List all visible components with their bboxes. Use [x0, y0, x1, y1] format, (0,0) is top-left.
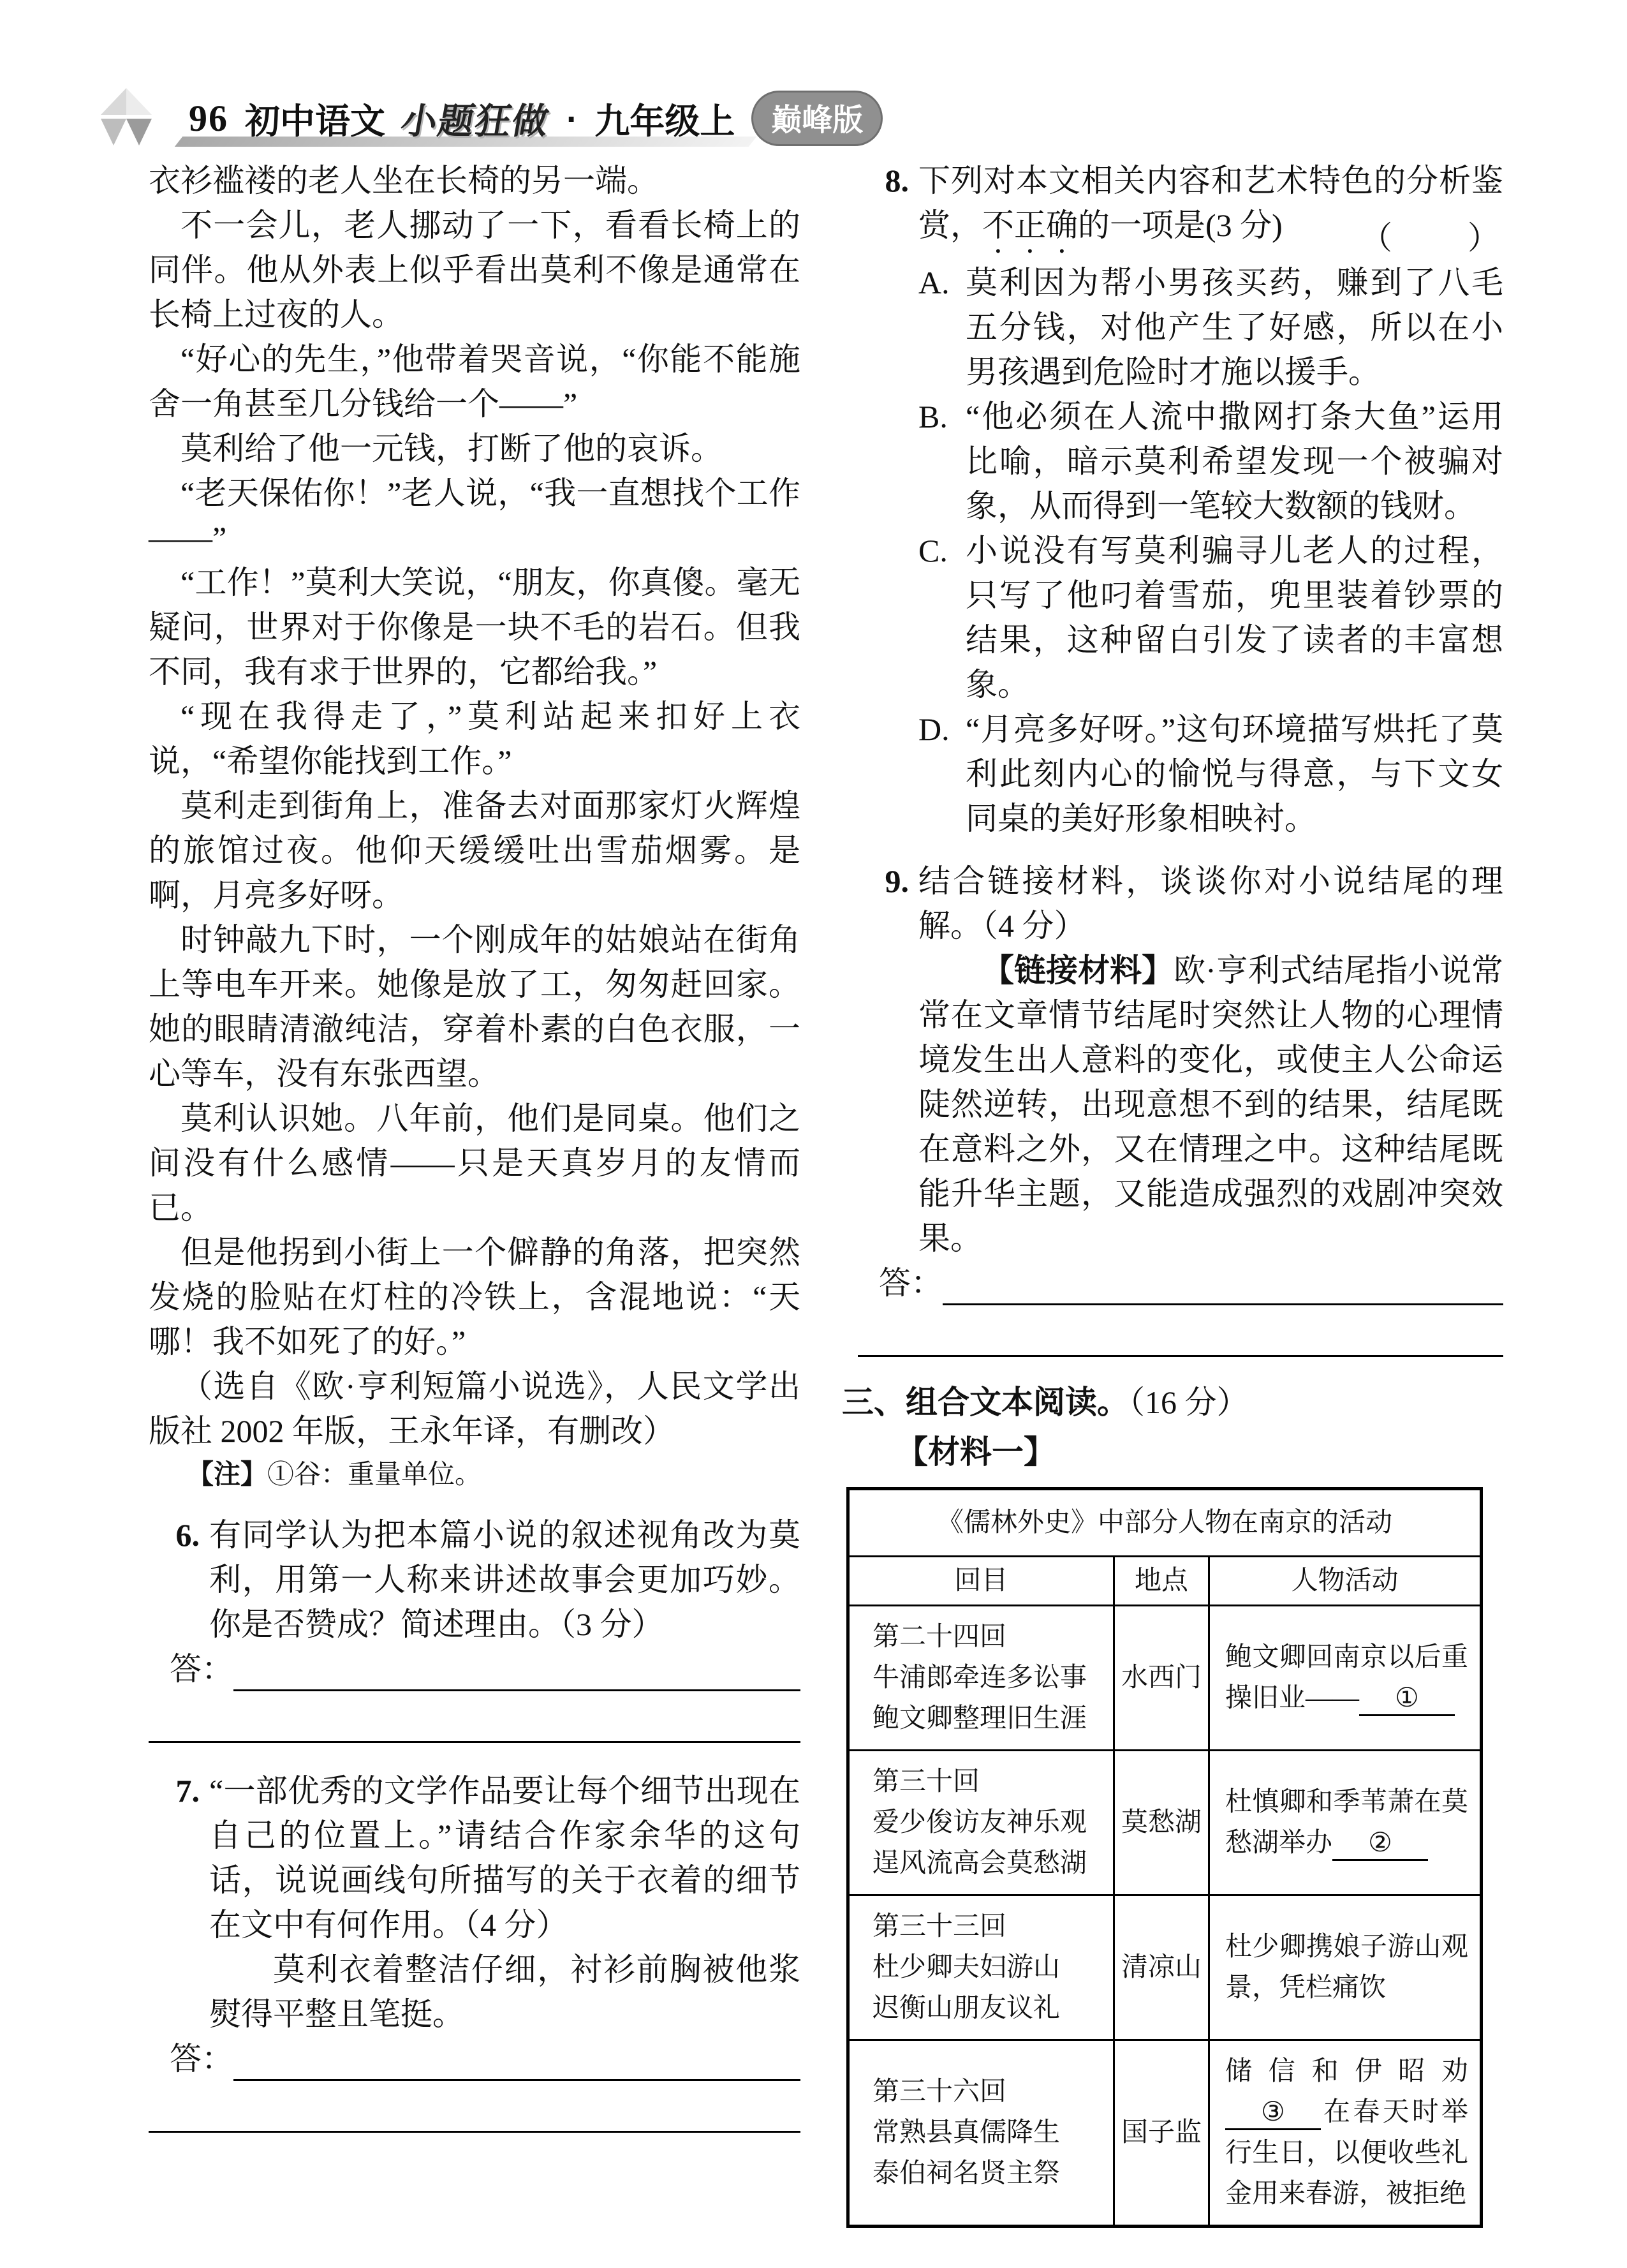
- story-paragraph: 时钟敲九下时，一个刚成年的姑娘站在街角上等电车开来。她像是放了工，匆匆赶回家。她的眼睛清澈纯洁，穿着朴素的白色衣服，一心等车，没有东张西望。: [149, 922, 800, 1092]
- chapter-line: 杜少卿夫妇游山: [872, 1953, 1061, 1982]
- activity-cell: [1209, 2040, 1481, 2227]
- header-brand-logo: 小题狂做: [397, 100, 553, 141]
- question-9-answer-row: [879, 1261, 1503, 1305]
- story-paragraph: 衣衫褴褛的老人坐在长椅的另一端。: [149, 163, 659, 198]
- question-8-stem: [918, 158, 1503, 260]
- question-7: [149, 1768, 800, 2133]
- question-7-answer-blank[interactable]: [233, 2042, 800, 2081]
- story-paragraph: “老天保佑你！”老人说，“我一直想找个工作——”: [149, 475, 800, 556]
- story-paragraph: 但是他拐到小街上一个僻静的角落，把突然发烧的脸贴在灯柱的冷铁上，含混地说：“天哪！我不如死了的好。”: [149, 1234, 800, 1360]
- question-7-answer-line-2[interactable]: [149, 2081, 800, 2133]
- chapter-line: 爱少俊访友神乐观: [872, 1808, 1087, 1837]
- page-header: [96, 82, 989, 165]
- question-6-text: 有同学认为把本篇小说的叙述视角改为莫利，用第一人称来讲述故事会更加巧妙。你是否赞成？简述理由。（3 分）: [209, 1517, 800, 1642]
- question-6-answer-blank[interactable]: [233, 1652, 800, 1691]
- question-9-link-material: [918, 948, 1503, 1261]
- place-cell: 水西门: [1114, 1606, 1209, 1751]
- answer-prefix: 答：: [170, 2041, 233, 2077]
- chapter-cell: [848, 1751, 1114, 1895]
- chapter-line: 第三十六回: [872, 2077, 1007, 2107]
- activity-cell: [1209, 1895, 1481, 2040]
- story-paragraph: 不一会儿，老人挪动了一下，看看长椅上的同伴。他从外表上似乎看出莫利不像是通常在长椅上过夜的人。: [149, 207, 800, 332]
- section-3-heading: [842, 1380, 1503, 1425]
- note-text: ①谷：重量单位。: [267, 1460, 482, 1490]
- page-number: 96: [189, 98, 228, 139]
- option-letter: B.: [918, 399, 948, 434]
- chapter-line: 逞风流高会莫愁湖: [872, 1849, 1087, 1878]
- story-paragraph: “好心的先生，”他带着哭音说，“你能不能施舍一角甚至几分钱给一个——”: [149, 341, 800, 422]
- section-3-title: 三、组合文本阅读。: [842, 1384, 1129, 1420]
- table-blank-2[interactable]: ②: [1332, 1827, 1428, 1861]
- chapter-line: 泰伯祠名贤主祭: [872, 2159, 1061, 2188]
- chapter-line: 第三十回: [872, 1767, 980, 1797]
- story-paragraph: “工作！”莫利大笑说，“朋友，你真傻。毫无疑问，世界对于你像是一块不毛的岩石。但我不同，我有求于世界的，它都给我。”: [149, 565, 800, 690]
- chapter-line: 第三十三回: [872, 1912, 1007, 1941]
- question-9-number: 9.: [885, 863, 909, 899]
- table-row: [848, 2040, 1482, 2227]
- chapter-line: 鲍文卿整理旧生涯: [872, 1704, 1087, 1733]
- activity-text: 储信和伊昭劝: [1225, 2057, 1468, 2086]
- question-8-stem-pre: 下列对本文相关内容和艺术特色的分析鉴赏，: [918, 163, 1503, 243]
- table-blank-1[interactable]: ①: [1359, 1682, 1455, 1716]
- option-letter: A.: [918, 265, 950, 300]
- note-tag: 【注】: [187, 1459, 268, 1489]
- place-cell: 莫愁湖: [1114, 1751, 1209, 1895]
- question-7-quote: 莫利衣着整洁仔细，衬衫前胸被他浆熨得平整且笔挺。: [209, 1952, 800, 2032]
- activity-text: 鲍文卿回南京以后重操旧业——: [1225, 1643, 1468, 1713]
- activity-text: 在春天时举行生日，以便收些礼金用来春游，被拒绝: [1225, 2098, 1468, 2209]
- answer-prefix: 答：: [170, 1651, 233, 1687]
- column-header-chapter: 回目: [848, 1557, 1114, 1606]
- question-6-answer-row: [170, 1647, 800, 1691]
- material-1-tag: 【材料一】: [896, 1434, 1056, 1470]
- story-source-line: （选自《欧·亨利短篇小说选》，人民文学出版社 2002 年版，王永年译，有删改）: [149, 1368, 800, 1449]
- link-material-text: 欧·亨利式结尾指小说常常在文章情节结尾时突然让人物的心理情境发生出人意料的变化，或使主人公命运陡然逆转，出现意想不到的结果，结尾既在意料之外，又在情理之中。这种结尾既能升华主题，又能造成强烈的戏剧冲突效果。: [918, 952, 1504, 1256]
- table-header-row: [848, 1557, 1482, 1606]
- chapter-line: 常熟县真儒降生: [872, 2118, 1061, 2147]
- chapter-cell: [848, 1606, 1114, 1751]
- column-header-place: 地点: [1114, 1557, 1209, 1606]
- question-7-answer-row: [170, 2036, 800, 2081]
- left-column: [149, 158, 800, 2133]
- right-column: [842, 158, 1504, 2228]
- place-cell: 清凉山: [1114, 1895, 1209, 2040]
- table-row: [848, 1895, 1482, 2040]
- header-subject: 初中语文: [245, 101, 386, 141]
- option-text: “月亮多好呀。”这句环境描写烘托了莫利此刻内心的愉悦与得意，与下文女同桌的美好形象相映衬。: [966, 711, 1503, 836]
- story-paragraph: 莫利给了他一元钱，打断了他的哀诉。: [180, 431, 723, 466]
- question-7-text: “一部优秀的文学作品要让每个细节出现在自己的位置上。”请结合作家余华的这句话，说说画线句所描写的关于衣着的细节在文中有何作用。（4 分）: [209, 1773, 800, 1943]
- activity-cell: [1209, 1606, 1481, 1751]
- chapter-cell: [848, 1895, 1114, 2040]
- option-letter: D.: [918, 711, 950, 747]
- question-8: [858, 158, 1503, 841]
- activity-text: 杜少卿携娘子游山观景，凭栏痛饮: [1225, 1932, 1468, 2003]
- question-8-option-c: [918, 528, 1503, 707]
- story-paragraph: 莫利认识她。八年前，他们是同桌。他们之间没有什么感情——只是天真岁月的友情而已。: [149, 1101, 800, 1226]
- question-8-option-a: [918, 260, 1503, 394]
- table-row: [848, 1751, 1482, 1895]
- place-cell: 国子监: [1114, 2040, 1209, 2227]
- question-6-answer-line-2[interactable]: [149, 1691, 800, 1743]
- question-9-text: 结合链接材料，谈谈你对小说结尾的理解。（4 分）: [918, 863, 1503, 944]
- edition-badge: 巅峰版: [751, 91, 883, 146]
- chapter-line: 迟衡山朋友议礼: [872, 1994, 1061, 2023]
- activity-cell: [1209, 1751, 1481, 1895]
- section-3-score: （16 分）: [1129, 1384, 1249, 1420]
- table-blank-3[interactable]: ③: [1225, 2096, 1321, 2130]
- option-text: 小说没有写莫利骗寻儿老人的过程，只写了他叼着雪茄，兜里装着钞票的结果，这种留白引发了读者的丰富想象。: [966, 533, 1503, 702]
- header-separator: ·: [566, 98, 578, 138]
- chapter-line: 牛浦郎牵连多讼事: [872, 1663, 1087, 1693]
- question-6-number: 6.: [175, 1517, 200, 1553]
- question-8-stem-post: 的一项是(3 分): [1078, 207, 1283, 243]
- question-9: [858, 859, 1503, 1357]
- table-row: [848, 1606, 1482, 1751]
- chapter-line: 第二十四回: [872, 1622, 1007, 1652]
- link-material-tag: 【链接材料】: [982, 952, 1174, 988]
- question-8-option-b: [918, 394, 1503, 528]
- column-header-activity: 人物活动: [1209, 1557, 1481, 1606]
- question-8-number: 8.: [885, 163, 909, 198]
- header-grade: 九年级上: [594, 101, 735, 141]
- story-footnote: [187, 1453, 800, 1496]
- question-9-answer-line-2[interactable]: [858, 1305, 1503, 1357]
- story-paragraph: “现在我得走了，”莫利站起来扣好上衣说，“希望你能找到工作。”: [149, 699, 800, 779]
- question-6: [149, 1513, 800, 1743]
- option-text: 莫利因为帮小男孩买药，赚到了八毛五分钱，对他产生了好感，所以在小男孩遇到危险时才施以援手。: [966, 265, 1503, 390]
- option-letter: C.: [918, 533, 948, 568]
- table-caption: 《儒林外史》中部分人物在南京的活动: [848, 1489, 1482, 1557]
- answer-prefix: 答：: [879, 1265, 943, 1301]
- question-8-option-d: [918, 707, 1503, 841]
- rulin-waishi-table: [846, 1487, 1483, 2228]
- chapter-cell: [848, 2040, 1114, 2227]
- option-text: “他必须在人流中撒网打条大鱼”运用比喻，暗示莫利希望发现一个被骗对象，从而得到一笔较大数额的钱财。: [966, 399, 1503, 524]
- question-9-answer-blank[interactable]: [943, 1266, 1503, 1305]
- header-triangles-icon: [96, 82, 172, 155]
- question-7-number: 7.: [175, 1773, 200, 1809]
- activity-text: 杜慎卿和季苇萧在莫愁湖举办: [1225, 1788, 1468, 1858]
- question-8-answer-bracket[interactable]: （ ）: [1360, 220, 1503, 256]
- question-8-stem-emphasis: 不正确: [982, 207, 1078, 243]
- story-paragraph: 莫利走到街角上，准备去对面那家灯火辉煌的旅馆过夜。他仰天缓缓吐出雪茄烟雾。是啊，月亮多好呀。: [149, 788, 800, 913]
